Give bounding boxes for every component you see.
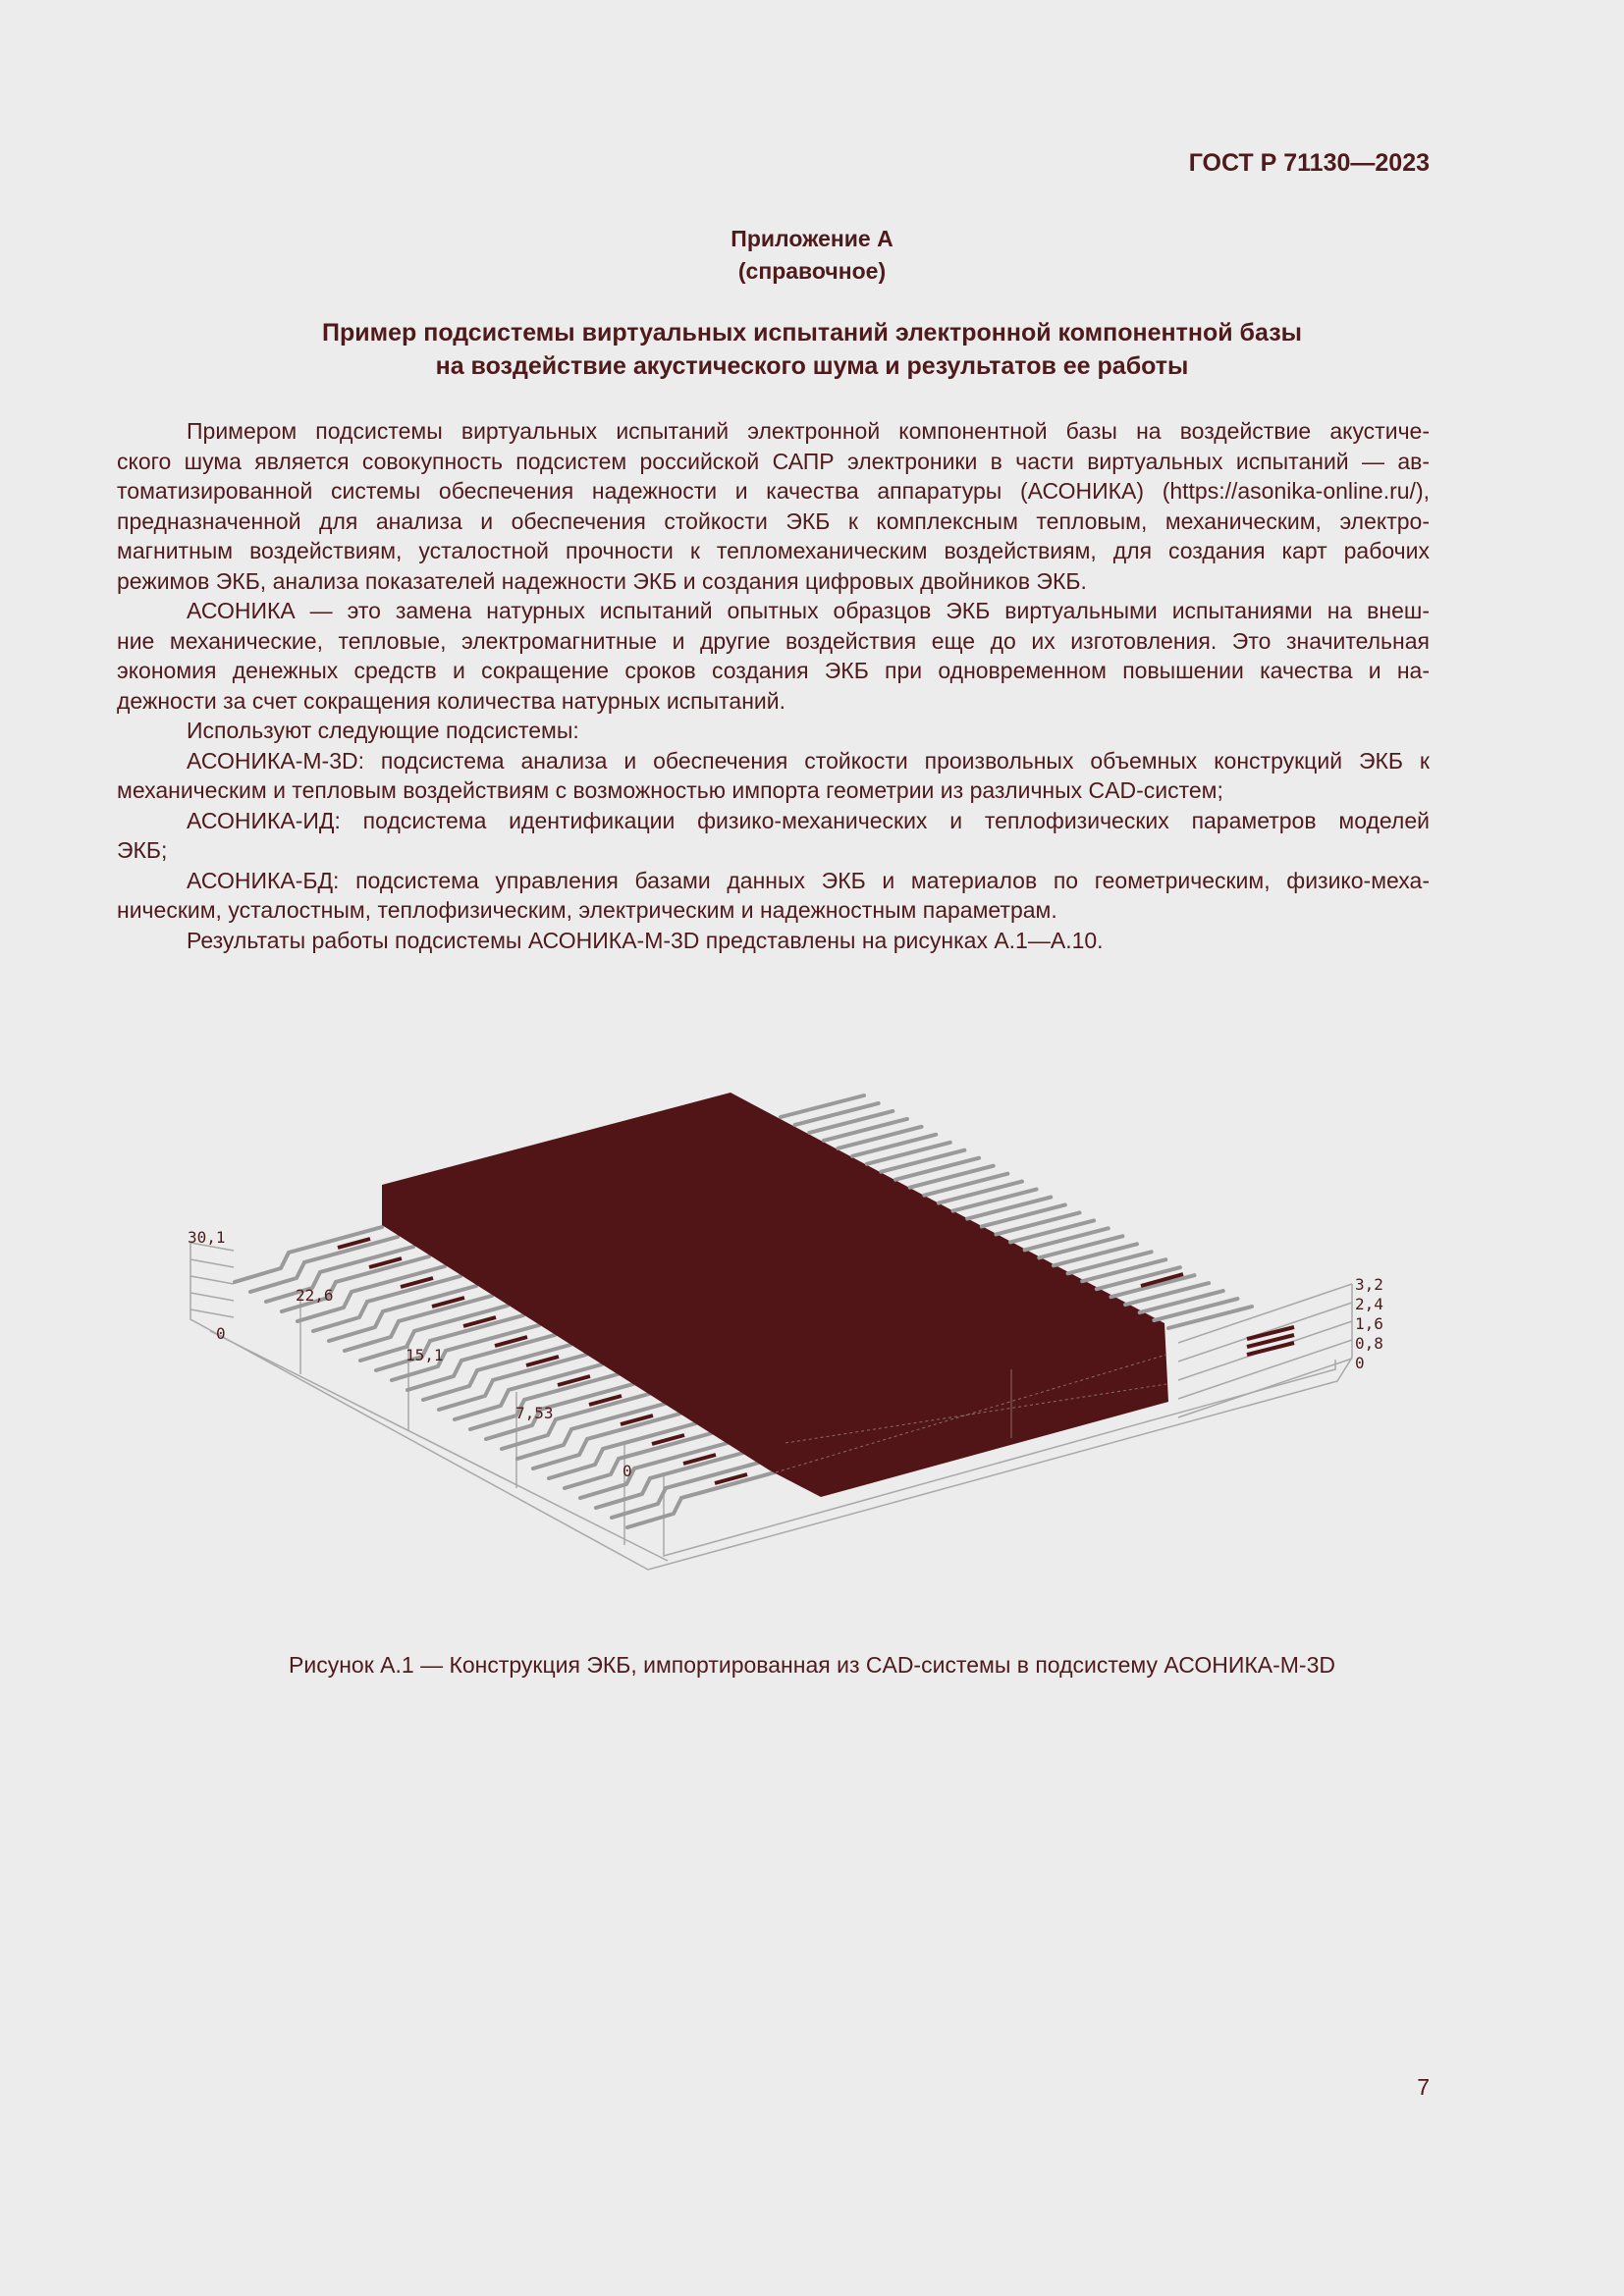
- lead: [781, 1095, 864, 1117]
- body-line: магнитным воздействиям, усталостной прочности к тепломеханическим воздействиям, для создания карт рабочих: [117, 538, 1430, 563]
- axis-label: 0: [623, 1462, 632, 1480]
- body-line: АСОНИКА — это замена натурных испытаний опытных образцов ЭКБ виртуальными испытаниями на внеш-: [187, 598, 1430, 623]
- lead: [1010, 1220, 1094, 1242]
- document-number: ГОСТ Р 71130—2023: [1188, 149, 1430, 177]
- lead: [852, 1135, 936, 1156]
- lead: [996, 1212, 1079, 1234]
- lead: [1140, 1291, 1223, 1312]
- lead: [1068, 1252, 1152, 1273]
- lead: [839, 1127, 922, 1148]
- axis-label: 0: [1355, 1354, 1365, 1372]
- body-line: Используют следующие подсистемы:: [187, 718, 579, 743]
- body-line: режимов ЭКБ, анализа показателей надежности ЭКБ и создания цифровых двойников ЭКБ.: [117, 567, 1087, 594]
- body-line: ского шума является совокупность подсистем российской САПР электроники в части виртуальных испытаний — ав-: [117, 448, 1430, 474]
- lead: [867, 1143, 950, 1164]
- body-line: АСОНИКА-ИД: подсистема идентификации физико-механических и теплофизических параметров моделей: [187, 807, 1430, 833]
- figure-caption: Рисунок А.1 — Конструкция ЭКБ, импортированная из CAD-системы в подсистему АСОНИКА-М-3D: [289, 1652, 1335, 1678]
- body-line: Примером подсистемы виртуальных испытаний электронной компонентной базы на воздействие акустиче-: [187, 418, 1430, 444]
- page-number: 7: [1417, 2074, 1430, 2100]
- lead: [1025, 1228, 1109, 1250]
- grid-line: [190, 1276, 234, 1284]
- axis-label: 0: [216, 1324, 226, 1343]
- section-heading-line-2: на воздействие акустического шума и результатов ее работы: [435, 352, 1189, 380]
- axis-label: 30,1: [188, 1228, 226, 1247]
- axis-label: 7,53: [515, 1404, 554, 1422]
- body-line: АСОНИКА-БД: подсистема управления базами данных ЭКБ и материалов по геометрическим, физико-меха-: [187, 867, 1430, 893]
- lead: [795, 1103, 879, 1125]
- grid-line: [190, 1293, 234, 1301]
- lead: [1110, 1275, 1194, 1297]
- lead: [982, 1204, 1065, 1226]
- lead: [809, 1111, 893, 1133]
- lead: [953, 1190, 1037, 1211]
- lead: [1125, 1283, 1209, 1305]
- axis-label: 22,6: [296, 1286, 334, 1305]
- lead: [924, 1174, 1007, 1196]
- lead: [939, 1182, 1022, 1203]
- axis-label: 3,2: [1355, 1275, 1383, 1294]
- appendix-title: Приложение А: [731, 226, 893, 251]
- body-line: ЭКБ;: [117, 837, 168, 863]
- section-heading-line-1: Пример подсистемы виртуальных испытаний электронной компонентной базы: [322, 319, 1302, 347]
- axis-label: 2,4: [1355, 1295, 1383, 1313]
- body-line: экономия денежных средств и сокращение сроков создания ЭКБ при одновременном повышении качества и на-: [117, 658, 1430, 683]
- axis-label: 15,1: [406, 1346, 444, 1364]
- axis-label: 1,6: [1355, 1314, 1383, 1333]
- body-line: томатизированной системы обеспечения надежности и качества аппаратуры (АСОНИКА) (https://asonika-online.ru/),: [117, 478, 1430, 504]
- lead: [824, 1119, 907, 1141]
- body-line: предназначенной для анализа и обеспечения стойкости ЭКБ к комплексным тепловым, механическим, электро-: [117, 507, 1430, 534]
- right-grid-line: [1178, 1303, 1352, 1362]
- body-line: АСОНИКА-М-3D: подсистема анализа и обеспечения стойкости произвольных объемных конструкций ЭКБ к: [187, 747, 1430, 774]
- right-grid-line: [1178, 1359, 1352, 1417]
- grid-line: [190, 1259, 234, 1267]
- body-line: механическим и тепловым воздействиям с возможностью импорта геометрии из различных CAD-систем;: [117, 777, 1223, 803]
- lead: [967, 1198, 1051, 1219]
- body-line: ническим, усталостным, теплофизическим, электрическим и надежностным параметрам.: [117, 897, 1057, 923]
- lead: [1154, 1299, 1237, 1320]
- axis-label: 0,8: [1355, 1334, 1383, 1353]
- body-line: дежности за счет сокращения количества натурных испытаний.: [117, 687, 786, 714]
- lead: [1054, 1244, 1137, 1265]
- appendix-subtitle: (справочное): [737, 258, 887, 284]
- lead: [1039, 1236, 1122, 1257]
- lead: [910, 1166, 994, 1188]
- body-line: ние механические, тепловые, электромагнитные и другие воздействия еще до их изготовления. Это значительная: [117, 627, 1430, 654]
- lead: [895, 1158, 979, 1180]
- lead: [1082, 1259, 1165, 1281]
- grid-line: [190, 1309, 234, 1317]
- body-line: Результаты работы подсистемы АСОНИКА-М-3D представлены на рисунках А.1—А.10.: [187, 927, 1104, 953]
- lead: [881, 1150, 964, 1172]
- lead: [1168, 1307, 1252, 1328]
